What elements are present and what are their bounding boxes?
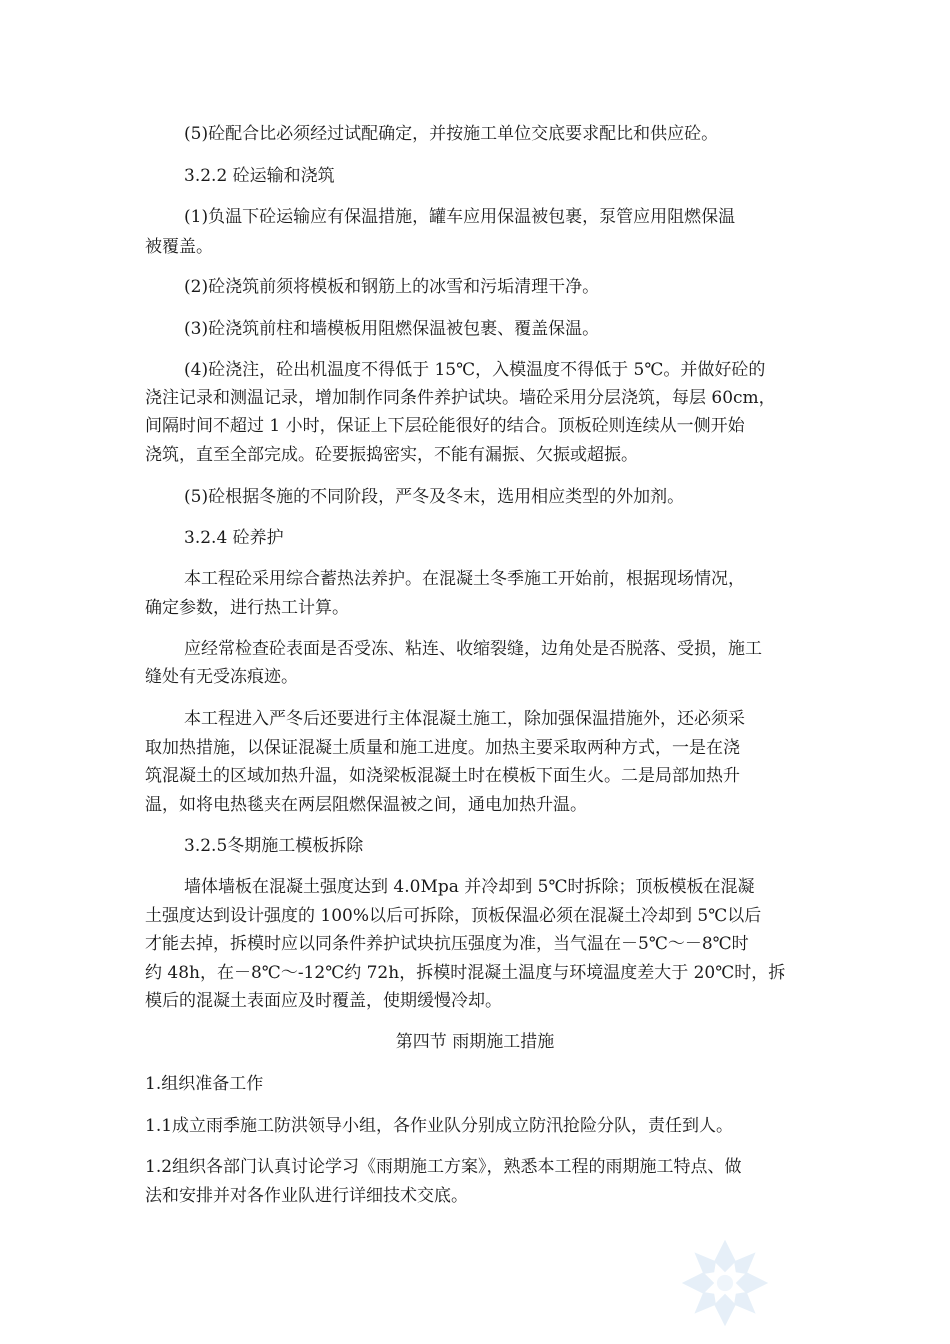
text-line: 本工程砼采用综合蓄热法养护。在混凝土冬季施工开始前，根据现场情况， bbox=[184, 569, 745, 589]
text-line: 被覆盖。 bbox=[145, 237, 213, 257]
text-line: (3)砼浇筑前柱和墙模板用阻燃保温被包裹、覆盖保温。 bbox=[184, 319, 600, 339]
text-line: 间隔时间不超过 1 小时，保证上下层砼能很好的结合。顶板砼则连续从一侧开始 bbox=[145, 416, 745, 436]
text-line: 法和安排并对各作业队进行详细技术交底。 bbox=[145, 1186, 468, 1206]
text-line: 约 48h，在－8℃～-12℃约 72h，拆模时混凝土温度与环境温度差大于 20℃时，拆 bbox=[145, 963, 786, 983]
text-line: 确定参数，进行热工计算。 bbox=[145, 598, 349, 618]
text-line: 浇注记录和测温记录，增加制作同条件养护试块。墙砼采用分层浇筑，每层 60cm， bbox=[145, 388, 776, 408]
text-line: 才能去掉，拆模时应以同条件养护试块抗压强度为准，当气温在－5℃～－8℃时 bbox=[145, 934, 749, 954]
text-line: 本工程进入严冬后还要进行主体混凝土施工，除加强保温措施外，还必须采 bbox=[184, 709, 745, 729]
text-line: 应经常检查砼表面是否受冻、粘连、收缩裂缝，边角处是否脱落、受损，施工 bbox=[184, 639, 762, 659]
text-line: (5)砼配合比必须经过试配确定，并按施工单位交底要求配比和供应砼。 bbox=[184, 124, 719, 144]
section-heading: 3.2.4 砼养护 bbox=[184, 528, 284, 548]
text-line: 土强度达到设计强度的 100%以后可拆除，顶板保温必须在混凝土冷却到 5℃以后 bbox=[145, 906, 762, 926]
text-line: 1.2组织各部门认真讨论学习《雨期施工方案》，熟悉本工程的雨期施工特点、做 bbox=[145, 1157, 742, 1177]
section-heading: 3.2.2 砼运输和浇筑 bbox=[184, 166, 335, 186]
text-line: 筑混凝土的区域加热升温，如浇梁板混凝土时在模板下面生火。二是局部加热升 bbox=[145, 766, 740, 786]
section-heading: 1.组织准备工作 bbox=[145, 1074, 264, 1094]
snowflake-watermark-icon bbox=[680, 1238, 770, 1328]
text-line: 1.1成立雨季施工防洪领导小组，各作业队分别成立防汛抢险分队，责任到人。 bbox=[145, 1116, 734, 1136]
text-line: (1)负温下砼运输应有保温措施，罐车应用保温被包裹，泵管应用阻燃保温 bbox=[184, 207, 736, 227]
text-line: 缝处有无受冻痕迹。 bbox=[145, 667, 298, 687]
text-line: 取加热措施，以保证混凝土质量和施工进度。加热主要采取两种方式，一是在浇 bbox=[145, 738, 740, 758]
chapter-heading: 第四节 雨期施工措施 bbox=[395, 1032, 555, 1052]
text-line: 温，如将电热毯夹在两层阻燃保温被之间，通电加热升温。 bbox=[145, 795, 587, 815]
text-line: (4)砼浇注，砼出机温度不得低于 15℃，入模温度不得低于 5℃。并做好砼的 bbox=[184, 360, 766, 380]
text-line: 墙体墙板在混凝土强度达到 4.0Mpa 并冷却到 5℃时拆除；顶板模板在混凝 bbox=[184, 877, 755, 897]
text-line: (2)砼浇筑前须将模板和钢筋上的冰雪和污垢清理干净。 bbox=[184, 277, 600, 297]
text-line: (5)砼根据冬施的不同阶段，严冬及冬末，选用相应类型的外加剂。 bbox=[184, 487, 685, 507]
text-line: 模后的混凝土表面应及时覆盖，使期缓慢冷却。 bbox=[145, 991, 502, 1011]
text-line: 浇筑，直至全部完成。砼要振捣密实，不能有漏振、欠振或超振。 bbox=[145, 445, 638, 465]
section-heading: 3.2.5冬期施工模板拆除 bbox=[184, 836, 364, 856]
